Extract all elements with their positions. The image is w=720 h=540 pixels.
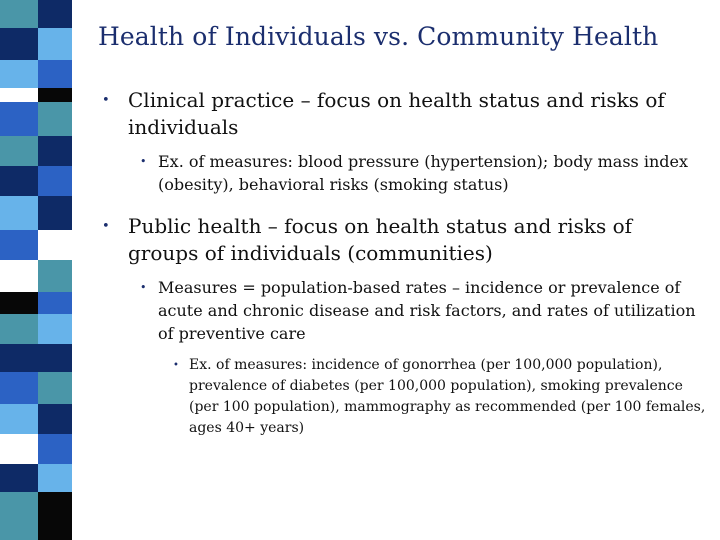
bullet-icon: • [140,281,147,294]
stripe-tile [0,102,38,136]
stripe-tile [0,492,38,540]
bullet-point [96,213,706,267]
bullet-text: Public health – focus on health status and risks of groups of individuals (communities) [128,214,633,265]
bullet-text: Ex. of measures: incidence of gonorrhea (per 100,000 population), prevalence of diabetes (per 100,000 population), smoking prevalence (per 100 population), mammography as recommended (per 100 females, ages 40+ years) [189,357,706,436]
stripe-tile [0,230,38,260]
stripe-tile [0,292,38,314]
stripe-tile [0,60,38,88]
stripe-tile [38,344,72,372]
stripe-tile [38,60,72,88]
stripe-tile [0,404,38,434]
stripe-tile [0,314,38,344]
stripe-tile [0,196,38,230]
stripe-tile [38,464,72,492]
stripe-tile [38,28,72,60]
stripe-tile [0,344,38,372]
stripe-tile [38,434,72,464]
bullet-icon: • [102,219,110,234]
slide-title: Health of Individuals vs. Community Health [98,22,659,51]
bullet-icon: • [140,155,147,168]
stripe-tile [38,0,72,28]
bullet-icon: • [173,360,179,371]
stripe-tile [0,372,38,404]
slide-body [96,87,706,439]
stripe-tile [38,102,72,136]
bullet-point [96,87,706,141]
sub-bullet-point [126,150,706,196]
stripe-tile [38,260,72,292]
stripe-tile [38,230,72,260]
bullet-icon: • [102,93,110,108]
stripe-tile [38,196,72,230]
stripe-tile [38,88,72,102]
sub-bullet-point [126,276,706,345]
stripe-tile [0,166,38,196]
sub-sub-bullet-point [160,355,706,439]
stripe-tile [0,0,38,28]
bullet-text: Measures = population-based rates – incidence or prevalence of acute and chronic disease and risk factors, and rates of utilization of preventive care [158,278,696,343]
stripe-tile [38,314,72,344]
stripe-tile [38,492,72,540]
stripe-tile [38,166,72,196]
stripe-tile [38,292,72,314]
stripe-tile [0,136,38,166]
bullet-text: Ex. of measures: blood pressure (hypertension); body mass index (obesity), behavioral risks (smoking status) [158,152,689,194]
stripe-tile [0,28,38,60]
stripe-tile [38,404,72,434]
bullet-text: Clinical practice – focus on health status and risks of individuals [128,88,665,139]
stripe-tile [0,260,38,292]
decorative-stripe [0,0,72,540]
stripe-tile [38,372,72,404]
stripe-tile [0,464,38,492]
stripe-tile [38,136,72,166]
stripe-tile [0,88,38,102]
stripe-tile [0,434,38,464]
